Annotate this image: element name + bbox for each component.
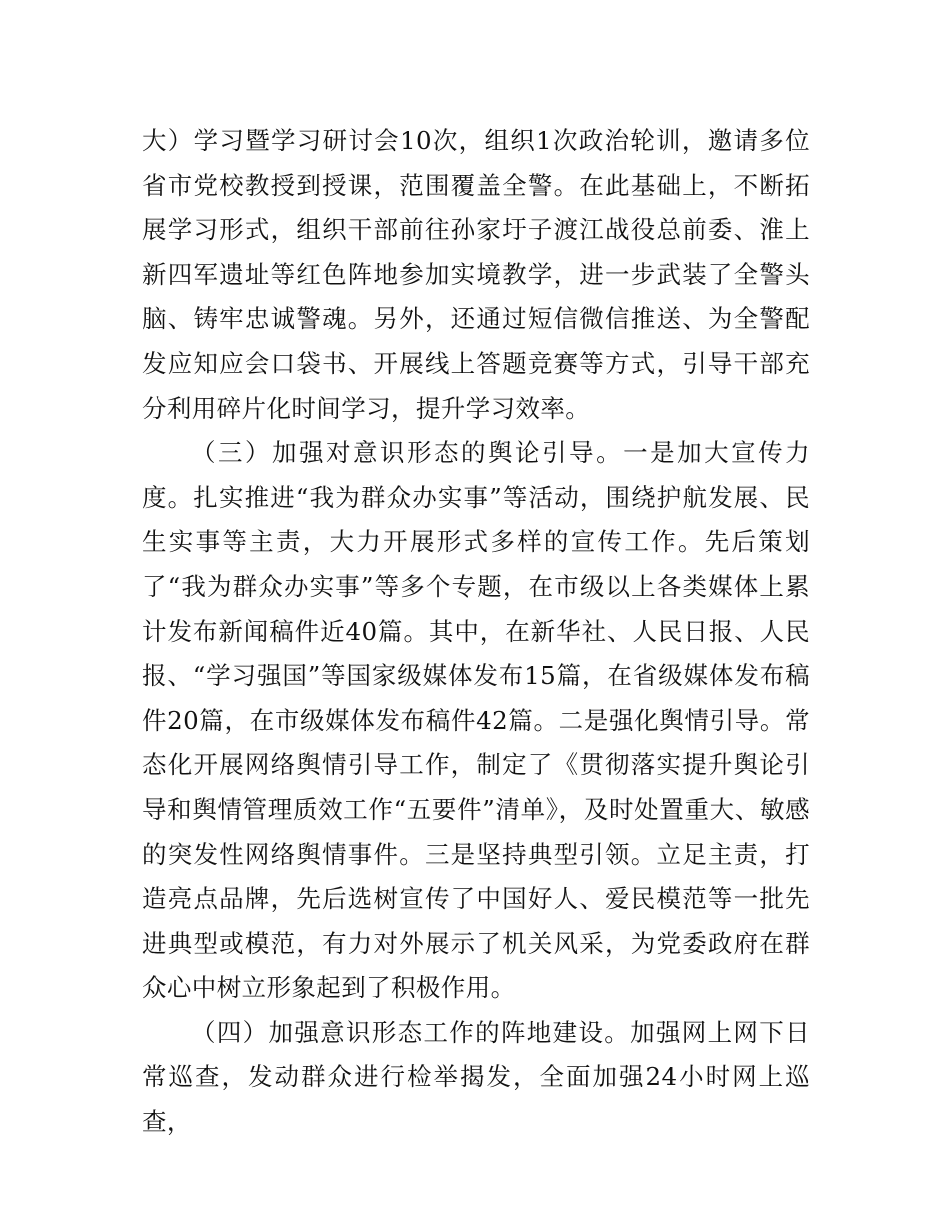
paragraph-section-four: （四）加强意识形态工作的阵地建设。加强网上网下日常巡查，发动群众进行检举揭发，全面加强24小时网上巡查，: [142, 1017, 810, 1137]
paragraph-section-three: （三）加强对意识形态的舆论引导。一是加大宣传力度。扎实推进“我为群众办实事”等活动，围绕护航发展、民生实事等主责，大力开展形式多样的宣传工作。先后策划了“我为群众办实事”等多个专题，在市级以上各类媒体上累计发布新闻稿件近40篇。其中，在新华社、人民日报、人民报、“学习强国”等国家级媒体发布15篇，在省级媒体发布稿件20篇，在市级媒体发布稿件42篇。二是强化舆情引导。常态化开展网络舆情引导工作，制定了《贯彻落实提升舆论引导和舆情管理质效工作“五要件”清单》，及时处置重大、敏感的突发性网络舆情事件。三是坚持典型引领。立足主责，打造亮点品牌，先后选树宣传了中国好人、爱民模范等一批先进典型或模范，有力对外展示了机关风采，为党委政府在群众心中树立形象起到了积极作用。: [142, 438, 810, 1003]
document-body: [142, 119, 810, 1145]
paragraph-continuation: 大）学习暨学习研讨会10次，组织1次政治轮训，邀请多位省市党校教授到授课，范围覆盖全警。在此基础上，不断拓展学习形式，组织干部前往孙家圩子渡江战役总前委、淮上新四军遗址等红色阵地参加实境教学，进一步武装了全警头脑、铸牢忠诚警魂。另外，还通过短信微信推送、为全警配发应知应会口袋书、开展线上答题竞赛等方式，引导干部充分利用碎片化时间学习，提升学习效率。: [142, 126, 810, 423]
